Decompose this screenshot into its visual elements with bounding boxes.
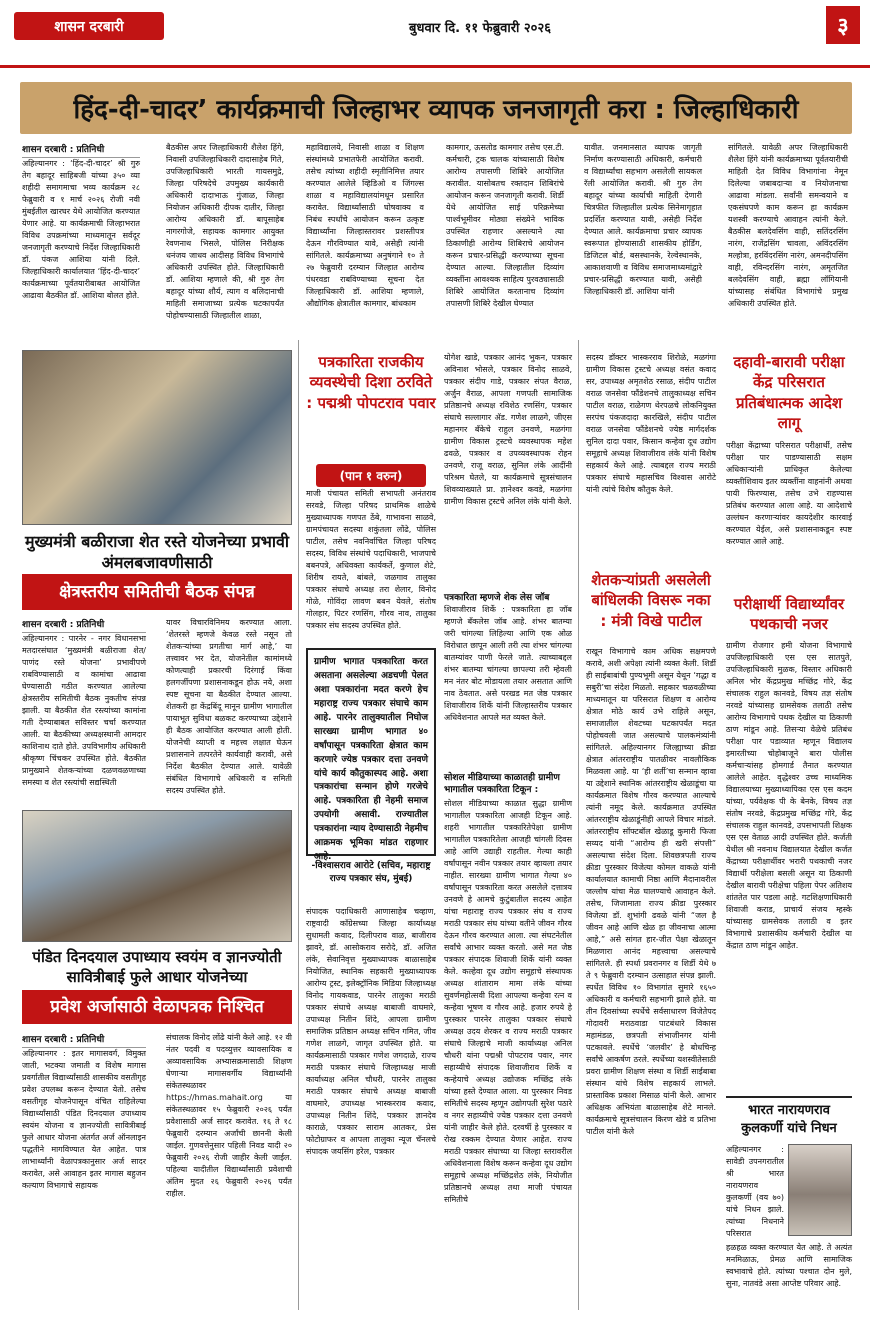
story2-byline: शासन दरबारी : प्रतिनिधी (22, 617, 146, 633)
newspaper-logo: शासन दरबारी (14, 12, 164, 40)
story7-headline: दहावी-बारावी परीक्षा केंद्र परिसरात प्रतिबंधात्मक आदेश लागू (733, 353, 845, 432)
story3-column-1: अहिल्यानगर : इतर मागासवर्ग, विमुक्त जाती, भटक्या जमाती व विशेष मागास प्रवर्गातील विद्यार्थ्यांसाठी शासकीय वसतीगृह प्रवेश उपलब्ध करून देण्यात येतो. तसेच वसतीगृह योजनेपासून वंचित राहिलेल्या विद्यार्थ्यांसाठी पंडित दिनदयाल उपाध्याय स्वयंम योजना व ज्ञानज्योती सावित्रीबाई फुले आधार योजना अंतर्गत अर्ज ऑनलाइन पद्धतीने मागविण्यात येत आहेत. पात्र लाभार्थ्यांनी वेळापत्रकानुसार अर्ज सादर करावेत, असे आवाहन इतर मागास बहुजन कल्याण विभागाचे सहायक (22, 1049, 146, 1190)
officials-photo (22, 810, 292, 942)
story2-headline: मुख्यमंत्री बळीराजा शेत रस्ते योजनेच्या प्रभावी अंमलबजावणीसाठी (24, 532, 290, 572)
story2-red-headline: क्षेत्रस्तरीय समितीची बैठक संपन्न (22, 574, 292, 610)
column-divider (298, 340, 299, 1310)
quote-box: ग्रामीण भागात पत्रकारिता करत असताना असलेल्या अडचणी पेलत अशा पत्रकारांना मदत करणे हेच महाराष्ट्र राज्य पत्रकार संघाचे काम आहे. पारनेर तालुक्यातील निघोज सारख्या ग्रामीण भागात ४० वर्षांपासून पत्रकारिता क्षेत्रात काम करणारे ज्येष्ठ पत्रकार दत्ता उनवणे यांचे कार्य कौतुकास्पद आहे. अशा पत्रकारांचा सन्मान होणे गरजेचे आहे. पत्रकारिता ही नेहमी समाज उपयोगी असावी. राज्यातील पत्रकारांना न्याय देण्यासाठी नेहमीच आक्रमक भूमिका मांडत राहणार आहे. (306, 648, 436, 856)
top-column-3: महाविद्यालये, निवासी शाळा व शिक्षण संस्थांमध्ये प्रभातफेरी आयोजित करावी. तसेच त्यांच्या शहीदी स्मृतीनिमित्त तयार करण्यात आलेले व्हिडिओ व जिंगल्स शाळा व महाविद्यालयांमधून प्रसारित करावेत. विद्यार्थ्यांसाठी घोषवाक्य व निबंध स्पर्धांचे आयोजन करून उत्कृष्ट विद्यार्थ्यांना जिल्हास्तरावर प्रशस्तीपत्र देऊन गौरविण्यात यावे, असेही त्यांनी सांगितले. कार्यक्रमाच्या अनुषंगाने १० ते २७ फेब्रुवारी दरम्यान जिल्हात आरोग्य पंधरवडा राबविण्याच्या सूचना देत जिल्हाधिकारी डॉ. आशिया म्हणाले, औद्योगिक क्षेत्रातील कामगार, बांधकाम (306, 143, 424, 308)
story3-column-2: संचालक विनोद लोंढे यांनी केले आहे. १२ वी नंतर पदवी व पदव्युत्तर व्यावसायिक व अव्यावसायिक अभ्यासक्रमासाठी शिक्षण घेणाऱ्या मागासवर्गीय विद्यार्थ्यांनी संकेतस्थळावर https://hmas.mahait.org या संकेतस्थळावर १५ फेब्रुवारी २०२६ पर्यंत प्रवेशासाठी अर्ज सादर करावेत. १६ ते १८ फेब्रुवारी दरम्यान अर्जांची छाननी केली जाईल. गुणवत्तेनुसार पहिली निवड यादी २० फेब्रुवारी २०२६ रोजी जाहीर केली जाईल. पहिल्या यादीतील विद्यार्थ्यांसाठी प्रवेशाची अंतिम मुदत २६ फेब्रुवारी २०२६ पर्यंत राहील. (166, 1033, 292, 1198)
story5-column-3: सोशल मीडियाच्या काळात सुद्धा ग्रामीण भागातील पत्रकारिता आजही टिकून आहे. शहरी भागातील पत्रकारितेपेक्षा ग्रामीण भागातील पत्रकारितेला आजही चांगली दिवस आहे आणि उद्याही राहतील. गेल्या काही वर्षांपासून नवीन पत्रकार तयार व्हायला तयार नाहीत. सारख्या ग्रामीण भागात गेल्या ४० वर्षांपासून पत्रकारिता करत असलेले दत्तात्रय उनवणे हे आमचे कुटुंबातील सदस्य आहेत यांचा महाराष्ट्र राज्य पत्रकार संघ व राज्य मराठी पत्रकार संघ यांच्या वतीने जीवन गौरव देऊन गौरव करण्यात आला. त्या संघटनेतील सर्वांचे आभार व्यक्त करतो. असे मत जेष्ठ पत्रकार संपादक शिवाजी शिर्के यांनी व्यक्त केले. कल्हेवा दूध उद्योग समूहाचे संस्थापक अध्यक्ष शांताराम मामा लंके यांच्या सुवर्णमहोत्सवी दिशा आपल्या कन्हेवा रत्न व कन्हेवा भूषण व गौरव आहे. हजार रुपये हे पुरस्कार पारनेर तालुका पत्रकार संघाचे अध्यक्ष उदय शेरकर व राज्य मराठी पत्रकार संघाचे जिल्हाचे माजी कार्याध्यक्ष अनिल चौधरी यांना पद्मश्री पोपटराव पवार, नगर सहाय्यीचे संपादक शिवाजीराव शिर्के व कन्हेयाचे अध्यक्ष उद्योजक मच्छिंद्र लंके यांच्या हस्ते देण्यात आला. या पुरस्कार निवड समितीचे सदस्य म्हणून उद्योगपती सुरेश पठारे व नगर सहाय्यीचे ज्येष्ठ पत्रकार दत्ता उनवणे यांनी जाहीर केले होते. दरवर्षी हे पुरस्कार व रोख रक्कम देण्यात येणार आहेत. राज्य मराठी पत्रकार संघाच्या या जिल्हा स्तरावरील अधिवेशनाला विशेष करून कन्हेवा दूध उद्योग समूहाचे अध्यक्ष मच्छिंद्रशेठ लंके, नियोजीत प्रतिष्ठानचे अध्यक्ष तथा माजी पंचायत समितीचे (444, 799, 572, 1204)
top-column-6: सांगितले. यावेळी अपर जिल्हाधिकारी शैलेश हिंगे यांनी कार्यक्रमाच्या पूर्वतयारीची माहिती देत विविध विभागांना नेमून दिलेल्या जबाबदाऱ्या व नियोजनाचा आढावा मांडला. सर्वांनी समन्वयाने व एकसंघपणे काम करून हा कार्यक्रम यशस्वी करण्याचे आवाहन त्यांनी केले. बैठकीस बलदेवसिंग वाही, सतिंदरसिंग नारंग, राजेंद्रसिंग चावला, अविंदरसिंग मल्होत्रा, हरविंदरसिंग नारंग, अमनदीपसिंग वाही, रविन्दरसिंग नारंग, अमृतजित बलदेवसिंग वाही, ब्रह्मा लॉगियानी यांच्यासह संबंधित विभागांचे प्रमुख अधिकारी उपस्थित होते. (728, 143, 848, 308)
quote-attribution: -विश्वासराव आरोटे (सचिव, महाराष्ट्र राज्य पत्रकार संघ, मुंबई) (311, 861, 431, 884)
continued-tag: (पान १ वरुन) (316, 464, 426, 487)
top-column-4: कामगार, ऊसतोड कामगार तसेच एस.टी. कर्मचारी, ट्रक चालक यांच्यासाठी विशेष आरोग्य तपासणी शिबिरे आयोजित करावीत. यासोबतच रक्तदान शिबिरांचे आयोजन करून जनजागृती करावी. शिर्डी येथे आयोजित साई परिक्रमेच्या पार्श्वभूमीवर मोठ्या संख्येने भाविक उपस्थित राहणार असल्याने त्या ठिकाणीही आरोग्य शिबिराचे आयोजन करून प्रचार-प्रसिद्धी करण्याच्या सूचना देण्यात आल्या. जिल्हातील दिव्यांग व्यक्तींना आवश्यक साहित्य पुरवठ्यासाठी शिबिरे आयोजित करतानाच दिव्यांग तपासणी शिबिरे देखील घेण्यात (446, 143, 564, 308)
top-byline: शासन दरबारी : प्रतिनिधी (22, 142, 140, 158)
column-divider (578, 340, 579, 1310)
issue-date: बुधवार दि. ११ फेब्रुवारी २०२६ (409, 21, 551, 36)
story5-subhead-2: सोशल मीडियाच्या काळातही ग्रामीण भागातील पत्रकारिता टिकून : (444, 773, 560, 796)
top-column-2: बैठकीस अपर जिल्हाधिकारी शैलेश हिंगे, निवासी उपजिल्हाधिकारी दादासाहेब गिते, उपजिल्हाधिकारी भारती गायसमुद्रे, जिल्हा परिषदेचे उपमुख्य कार्यकारी अधिकारी दादाभाऊ गुंजाळ, जिल्हा नियोजन अधिकारी दीपक दातीर, जिल्हा आरोग्य अधिकारी डॉ. बापूसाहेब नागरगोजे, सहायक कामगार आयुक्त रेवणनाथ भिसले, पोलिस निरीक्षक धनंजय जाधव आदीसह विविध विभागांचे अधिकारी उपस्थित होते. जिल्हाधिकारी डॉ. आशिया म्हणाले की, श्री गुरु तेग बहादूर यांच्या शौर्य, त्याग व बलिदानाची माहिती समाजाच्या प्रत्येक घटकापर्यंत पोहोचण्यासाठी जिल्हातील शाळा, (166, 143, 285, 320)
story2-column-2: यावर विचारविनिमय करण्यात आला. ‘शेतरस्ते म्हणजे केवळ रस्ते नसून तो शेतकऱ्यांच्या प्रगतीचा मार्ग आहे,’ या तत्त्वावर भर देत, योजनेतील कामांमध्ये कोणत्याही प्रकारची दिरंगाई किंवा हलगर्जीपणा प्रशासनाकडून होऊ नये, अशा स्पष्ट सूचना या बैठकीत देण्यात आल्या. शेतकरी हा केंद्रबिंदू मानून ग्रामीण भागातील पायाभूत सुविधा बळकट करण्याच्या उद्देशाने ही बैठक आयोजित करण्यात आली होती. योजनेची व्याप्ती व महत्त्व लक्षात घेऊन प्रशासनाने तत्परतेने कार्यवाही करावी, असे निर्देश बैठकीत देण्यात आले. यावेळी संबंधित विभागाचे अधिकारी व समिती सदस्य उपस्थित होते. (166, 618, 292, 795)
obituary-column-1: अहिल्यानगर : सावेडी उपनगरातील श्री भारत नारायणराव कुलकर्णी (वय ७०) यांचे निधन झाले. त्यांच्या निधनाने परिसरात (726, 1145, 784, 1238)
obituary-box (726, 1096, 852, 1310)
story4-column-2: संपादक पदाधिकारी आणासाहेब चव्हाण, राष्ट्रवादी काँग्रेसच्या जिल्हा कार्याध्यक्ष सुधामती कवाद, दिलीपराव वाळ, बाजीराव झावरे, डॉ. आसोकराव सरोदे, डॉ. अजित लंके, सेवानिवृत्त मुख्याध्यापक बाळासाहेब नियोजित, स्थानिक सहकारी मुख्याध्यापक आरोग्य ट्रस्ट, इलेक्ट्रॉनिक मिडिया जिल्हाध्यक्ष विनोद गायकवाड, पारनेर तालुका मराठी पत्रकार संघाचे अध्यक्ष बाबाजी वाघमारे, उपाध्यक्ष नितीन शिंदे, आपला ग्रामीण समाजिक प्रतिष्ठान अध्यक्ष सचिन गमित, जीव गणेश लाळगे, जागृत उपस्थित होते. या कार्यक्रमासाठी पत्रकार गणेश जगदाळे, राज्य मराठी पत्रकार संघाचे जिल्हाध्यक्ष माजी कार्याध्यक्ष अनिल चौधरी, पारनेर तालुका मराठी पत्रकार संघाचे अध्यक्ष बाबाजी वाघमारे, उपाध्यक्ष भास्करराव कवाद, उपाध्यक्ष नितीन शिंदे, पत्रकार ज्ञानदेव काराळे, पत्रकार साराम आतकर, प्रेस फोटोग्राफर व आपला तालुका न्यूज चॅनलचे संपादक जयसिंग हरेल, पत्रकार (306, 907, 436, 1156)
story3-red-headline: प्रवेश अर्जासाठी वेळापत्रक निश्चित (22, 990, 292, 1024)
lead-headline: हिंद-दी-चादर’ कार्यक्रमाची जिल्हाभर व्यापक जनजागृती करा : जिल्हाधिकारी (20, 82, 852, 134)
obituary-title: भारत नारायणराव कुलकर्णी यांचे निधन (741, 1103, 837, 1136)
story4-headline: पत्रकारिता राजकीय व्यवस्थेची दिशा ठरविते : पद्मश्री पोपटराव पवार (306, 353, 436, 412)
story7-column-1: परीक्षा केंद्राच्या परिसरात परीक्षार्थी, तसेच परीक्षा पार पाडण्यासाठी सक्षम अधिकाऱ्यांनी प्राधिकृत केलेल्या व्यक्तीशिवाय इतर व्यक्तींना वाहनांनी अथवा पायी फिरण्यास, तसेच उभे राहण्यास प्रतिबंध करण्यात आला आहे. या आदेशाचे उल्लंघन करणाऱ्यांवर कायदेशीर कारवाई करण्यात येईल, असे प्रशासनाकडून स्पष्ट करण्यात आले आहे. (726, 441, 852, 546)
page-number: ३ (826, 6, 860, 44)
story2-column-1: अहिल्यानगर : पारनेर - नगर विधानसभा मतदारसंघात ‘मुख्यमंत्री बळीराजा शेत/पाणंद रस्ते योजना’ प्रभावीपणे राबविण्यासाठी व कामांचा आढावा घेण्यासाठी गठीत करण्यात आलेल्या क्षेत्रस्तरीय समितीची बैठक नुकतीच संपन्न झाली. या बैठकीत शेत रस्त्यांच्या कामांना गती देण्याबाबत सविस्तर चर्चा करण्यात आली. या बैठकीच्या अध्यक्षस्थानी आमदार काशिनाथ दाते होते. उपविभागीय अधिकारी श्रीकृष्ण चिंचकर उपस्थित होते. बैठकीत प्रामुख्याने शेतकऱ्यांच्या दळणवळणाच्या समस्या व शेत रस्त्यांची सद्यस्थिती (22, 634, 146, 787)
story3-byline: शासन दरबारी : प्रतिनिधी (22, 1032, 146, 1048)
obituary-portrait (788, 1144, 852, 1236)
story7-subheadline: परीक्षार्थी विद्यार्थ्यांवर पथकाची नजर (733, 595, 845, 634)
story5-subhead-1: पत्रकारिता म्हणजे शेक लेस जॉब (444, 593, 550, 603)
story6-column-2: राखून विभागाचे काम अधिक सक्षमपणे करावे, अशी अपेक्षा त्यांनी व्यक्त केली. शिर्डी ही साईबाबांची पुण्यभूमी असून येथून ‘गद्धा व सबुरी’चा संदेश मिळतो. सहकार चळवळीच्या माध्यमातून या परिसरात शिक्षण व आरोग्य क्षेत्रात मोठे कार्य उभे राहिले असून, समाजातील शेवटच्या घटकापर्यंत मदत पोहोचवली जात असल्याचे पालकमंत्र्यांनी सांगितले. अहिल्यानगर जिल्ह्याच्या क्रीडा क्षेत्रात आंतरराष्ट्रीय पातळीवर नावलौकिक मिळवला आहे. या ‘ही शर्ती’चा सन्मान व्हावा या उद्देशाने स्थानिक आंतरराष्ट्रीय खेळाडूंचा या कार्यक्रमात विशेष गौरव करण्यात आल्याचे त्यांनी नमूद केले. कार्यक्रमात उपस्थित आंतरराष्ट्रीय खेळाडूंनीही आपले विचार मांडले. आंतरराष्ट्रीय सॉफ्टबॉल खेळाडू कुमारी फिजा सय्यद यांनी “आरोग्य ही खरी संपत्ती” असल्याचा संदेश दिला. शिवछत्रपती राज्य क्रीडा पुरस्कार विजेत्या कोमल वाकळे यांनी कार्यालयात कामाची निष्ठा आणि मैदानावरील जल्लोष यांचा मेळ घालण्याचे आवाहन केले. तसेच, जिजामाता राज्य क्रीडा पुरस्कार विजेत्या डॉ. शुभांगी ढवळे यांनी “जल है जीवन आहे आणि खेळ हा जीवनाचा आत्मा आहे,” असे सांगत हार-जीत पेक्षा खेळातून मिळणारा आनंद महत्त्वाचा असल्याचे सांगितले. ही स्पर्धा प्रवरानगर व शिर्डी येथे ७ ते ९ फेब्रुवारी दरम्यान उत्साहात संपन्न झाली. स्पर्धेत विविध १० विभागांत सुमारे १६५० अधिकारी व कर्मचारी सहभागी झाले होते. या तीन दिवसांच्या स्पर्धेचे सर्वसाधारण विजेतेपद गोदावरी मराठवाडा पाटबंधारे विकास महामंडळ, छत्रपती संभाजीनगर यांनी पटकावले. स्पर्धेचे ‘जलवीर’ हे बोधचिन्ह सर्वांचे आकर्षण ठरले. स्पर्धेच्या यशस्वीतेसाठी प्रवरा ग्रामीण शिक्षण संस्था व शिर्डी साईबाबा संस्थान यांचे विशेष सहकार्य लाभले. प्रास्ताविक प्रकाश मिसाळ यांनी केले. आभार अधिक्षक अभियंता बाळासाहेब शेटे मानले. कार्यक्रमाचे सूत्रसंचालन किरण खेडे व प्रतिभा पाटील यांनी केले (586, 647, 716, 1136)
story4-column-1: माजी पंचायत समिती सभापती अनंतराव सरवडे, जिल्हा परिषद प्राथमिक शाळेचे मुख्याध्यापक गणपत ठेंबे, गाभावना साळवे, ग्रामपंचायत सदस्या शकुंतला लोंढे, पोलिस पाटील, तसेच नवनिर्वाचित जिल्हा परिषद सदस्य, विविध संस्थांचे पदाधिकारी, भाजपाचे बबनपत्रे, अधिवक्ता कार्यकर्ते, कुणाल शेटे, शिरीष रायते, बांबले, जळगाव तालुका पत्रकार संघाचे अध्यक्ष तरा शेलार, विनोद गोळे, गोविंदा लावण बबन येवले, संतोष गोलहार, पिटर रणसिंग, गौरव नाव, तालुका पत्रकार संघ सदस्य उपस्थित होते. (306, 489, 436, 630)
meeting-photo (22, 350, 292, 525)
top-column-5: यावीत. जनमानसात व्यापक जागृती निर्माण करण्यासाठी अधिकारी, कर्मचारी व विद्यार्थ्यांचा सहभाग असलेली सायकल रॅली आयोजित करावी. श्री गुरु तेग बहादूर यांच्या कार्याची माहिती देणारी चित्रफीत जिल्हातील प्रत्येक सिनेमागृहात प्रदर्शित करण्यात यावी, असेही निर्देश देण्यात आले. कार्यक्रमाचा प्रचार व्यापक स्वरूपात होण्यासाठी शासकीय होर्डिंग, डिजिटल बोर्ड, बसस्थानके, रेल्वेस्थानके, आकाशवाणी व विविध समाजमाध्यमांद्वारे प्रचार-प्रसिद्धी करण्यात यावी, असेही जिल्हाधिकारी डॉ. आशिया यांनी (584, 143, 702, 296)
story5-column-2: शिवाजीराव शिर्के : पत्रकारिता हा जॉब म्हणजे बँकलेस जॉब आहे. शंभर बातम्या जरी चांगल्या लिहिल्या आणि एक ओळ विरोधात छापून आली तरी त्या शंभर चांगल्या बातम्यांवर पाणी फेरले जाते. त्याच्याबद्दल शंभर बातम्या चांगल्या छापल्या तरी म्हेवली मन नंतर बोट मोडायला तयार असतात आणि नाव ठेवतात. असे परखड मत जेष्ठ पत्रकार शिवाजीराव शिर्के यांनी जिल्हास्तरीय पत्रकार अधिवेशनात आपले मत व्यक्त केले. (444, 605, 572, 722)
masthead (0, 0, 870, 68)
story5-column-1: योगेश खाडे, पत्रकार आनंद भुकन, पत्रकार अविनाश भोसले, पत्रकार विनोद साळवे, पत्रकार संदीप गाडे, पत्रकार संपत वैराळ, अर्जुन वैराळ, आपला गणपती सामाजिक प्रतिष्ठानचे अध्यक्ष रविशेठ रणसिंग, पत्रकार संघाचे सल्लागार ॲड. गणेश लाळगे, जीएस महानगर बँकेचे राहुल उनवणे, मळगंगा ग्रामीण विकास ट्रस्टचे व्यवस्थापक महेश ढवळे, पत्रकार व उपव्यवस्थापक रोहन उनवणे, राजू वराळ, सुनिल लंके आदींनी परिश्रम घेतले, या कार्यक्रमाचे सूत्रसंचालन शिवव्याख्याते प्रा. ज्ञानेश्वर कवडे, मळगंगा ग्रामीण विकास ट्रस्टचे अनिल लंके यांनी केले. (444, 353, 572, 506)
top-column-1: अहिल्यानगर : ‘हिंद-दी-चादर’ श्री गुरु तेग बहादूर साहिबजी यांच्या ३५० व्या शहीदी समागमाचा भव्य कार्यक्रम २८ फेब्रुवारी व १ मार्च २०२६ रोजी नवी मुंबईतील खारघर येथे आयोजित करण्यात येणार आहे. या कार्यक्रमाची जिल्हाभरात विविध उपक्रमांच्या माध्यमातून सर्वदूर जनजागृती करण्याचे निर्देश जिल्हाधिकारी डॉ. पंकज आशिया यांनी दिले. जिल्हाधिकारी कार्यालयात ‘हिंद-दी-चादर’ कार्यक्रमाच्या पूर्वतयारीबाबत आयोजित आढावा बैठकीत डॉ. आशिया बोलत होते. (22, 159, 140, 300)
obituary-column-2: हळहळ व्यक्त करण्यात येत आहे. ते अत्यंत मनमिळाऊ, प्रेमळ आणि सामाजिक स्वभावाचे होते. त्यांच्या पश्चात दोन मुले, सुना, नातवंडे असा आप्तेष्ट परिवार आहे. (726, 1243, 852, 1288)
story7-column-2: ग्रामीण रोजगार हमी योजना विभागाचे उपजिल्हाधिकारी एस एस सातपुते, उपजिल्हाधिकारी मुळक, विस्तार अधिकारी अनिल भोर केंद्रप्रमुख मच्छिंद्र गोरे, केंद्र संचालक राहुल कानवडे, विषय तज्ञ संतोष नरवडे यांच्यासह ग्रामसेवक तलाठी तसेच आरोग्य विभागाचे पथक देखील या ठिकाणी ठाण मांडून आहे. तिसऱ्या वेळेचे प्रतिबंध परीक्षा पार पडाव्यात म्हणून विद्यालय इमारतीच्या चोहोबाजूने बारा पोलीस कर्मचाऱ्यांसह होमगार्ड तैनात करण्यात आलेले आहेत. वृद्धेश्वर उच्च माध्यमिक विद्यालयाच्या मुख्याध्यापिका एस एस कदम यांच्या, पर्यवेक्षक पी के बेनके, विषय तज्ञ संतोष नरवडे, केंद्रप्रमुख मच्छिंद्र गोरे, केंद्र संचालक राहुल कानवडे, उपसभापती शिक्षक एस एस वेताळ आदी उपस्थित होते. कर्जती येथील श्री नवनाथ विद्यालयात देखील कर्जत केंद्राच्या परीक्षार्थीवर भरारी पथकाची नजर विद्यार्थी परीक्षेला बसली असून या ठिकाणी देखील बारावी परीक्षेचा पहिला पेपर अतिशय शांततेत पार पडला आहे. गटशिक्षणाधिकारी शिवाजी कराड, प्राचार्य संजय म्हस्के यांच्यासह ग्रामसेवक तलाठी व इतर विभागाचे प्रशासकीय कर्मचारी देखील या केंद्रात ठाण मांडून आहेत. (726, 641, 852, 950)
story6-headline: शेतकऱ्यांप्रती असलेली बांधिलकी विसरू नका : मंत्री विखे पाटील (591, 571, 711, 630)
story6-column-1: सदस्य डॉक्टर भास्करराव शिरोळे, मळगंगा ग्रामीण विकास ट्रस्टचे अध्यक्ष वसंत कवाद सर, उपाध्यक्ष अमृतशेठ रसाळ, संदीप पाटील वराळ जनसेवा फौंडेशनचे तालुकाध्यक्ष सचिन पाटील वराळ, राळेगण थेरपळचे लोकनियुक्त सरपंच पंकजदादा कारखिले, संदीप पाटील वराळ जनसेवा फौंडेशनचे ज्येष्ठ मार्गदर्शक सुनिल दादा पवार, किसान कन्हेवा दूध उद्योग समूहाचे अध्यक्ष शिवाजीराव लंके यांनी विशेष सहकार्य केले आहे. त्याबद्दल राज्य मराठी पत्रकार संघाचे महासचिव विश्वास आरोटे यांनी त्यांचे विशेष कौतुक केले. (586, 353, 716, 494)
story3-headline: पंडित दिनदयाल उपाध्याय स्वयंम व ज्ञानज्योती सावित्रीबाई फुले आधार योजनेच्या (32, 948, 282, 986)
